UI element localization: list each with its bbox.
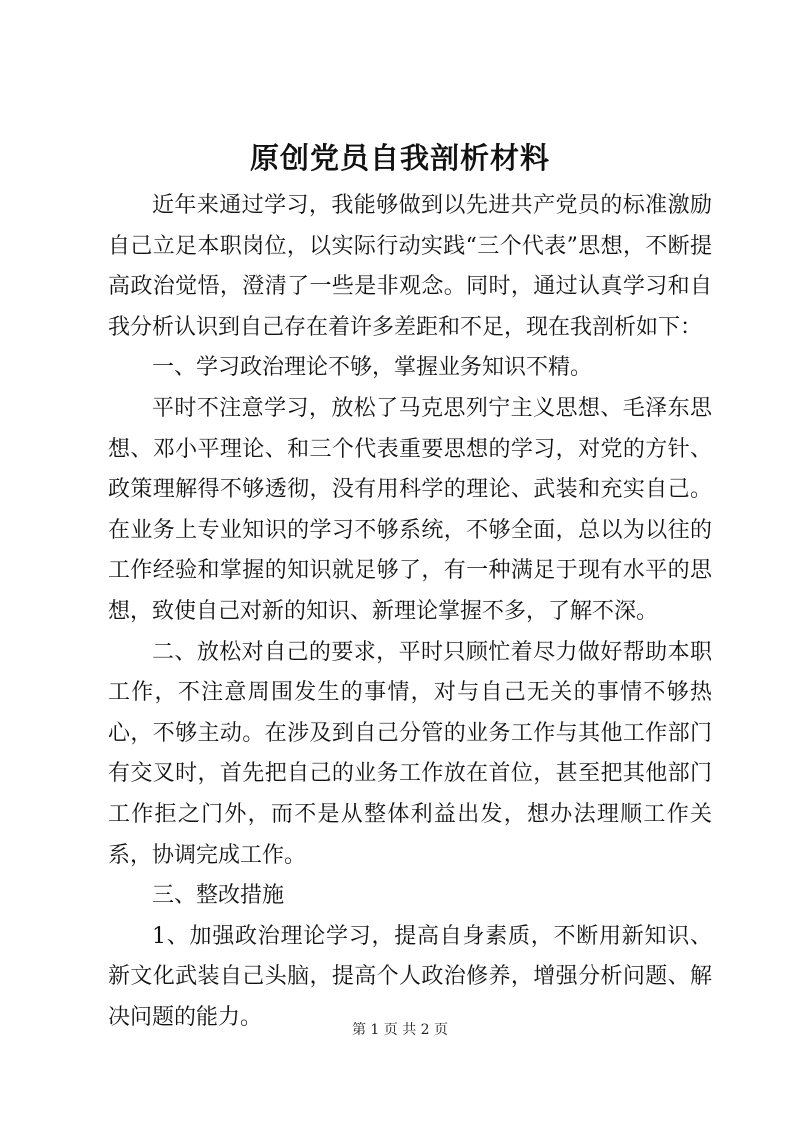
paragraph-intro: 近年来通过学习，我能够做到以先进共产党员的标准激励自己立足本职岗位，以实际行动实践“三个代表”思想，不断提高政治觉悟，澄清了一些是非观念。同时，通过认真学习和自我分析认识到自己存在着许多差距和不足，现在我剖析如下： bbox=[108, 193, 712, 340]
section-heading-2: 二、放松对自己的要求，平时只顾忙着尽力做好帮助本职工作，不注意周围发生的事情，对与自己无关的事情不够热心，不够主动。在涉及到自己分管的业务工作与其他工作部门有交叉时，首先把自己的业务工作放在首位，甚至把其他部门工作拒之门外，而不是从整体利益出发，想办法理顺工作关系，协调完成工作。 bbox=[108, 639, 712, 868]
paragraph-section-1: 平时不注意学习，放松了马克思列宁主义思想、毛泽东思想、邓小平理论、和三个代表重要思想的学习，对党的方针、政策理解得不够透彻，没有用科学的理论、武装和充实自己。在业务上专业知识的学习不够系统，不够全面，总以为以往的工作经验和掌握的知识就足够了，有一种满足于现有水平的思想，致使自己对新的知识、新理论掌握不多，了解不深。 bbox=[108, 395, 712, 624]
section-heading-1: 一、学习政治理论不够，掌握业务知识不精。 bbox=[152, 355, 593, 381]
section-heading-3: 三、整改措施 bbox=[152, 883, 285, 909]
document-body bbox=[108, 186, 712, 1038]
document-title: 原创党员自我剖析材料 bbox=[249, 141, 550, 175]
paragraph-measure-1: 1、加强政治理论学习，提高自身素质，不断用新知识、新文化武装自己头脑，提高个人政治修养，增强分析问题、解决问题的能力。 bbox=[108, 923, 712, 1030]
page-footer: 第 1 页 共 2 页 bbox=[351, 1022, 449, 1038]
